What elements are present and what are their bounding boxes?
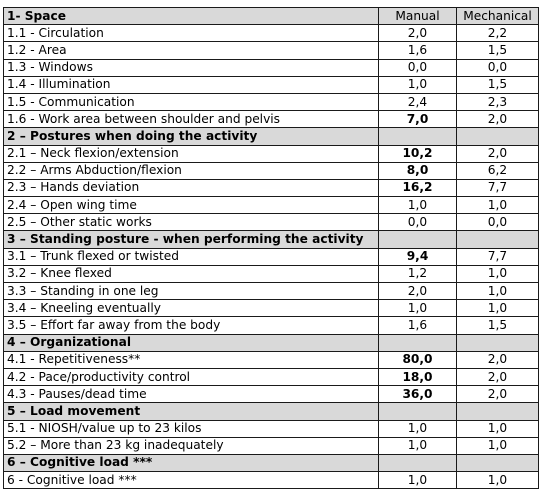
table-row <box>4 265 539 282</box>
mechanical-value: 1,0 <box>457 197 539 214</box>
mechanical-value: 7,7 <box>457 179 539 196</box>
section-header-row <box>4 454 539 471</box>
column-header-manual <box>379 403 457 420</box>
column-header-mechanical <box>457 231 539 248</box>
criterion-label: 1.5 - Communication <box>4 93 379 110</box>
criterion-label: 2.5 – Other static works <box>4 214 379 231</box>
manual-value: 0,0 <box>379 214 457 231</box>
mechanical-value: 1,5 <box>457 42 539 59</box>
mechanical-value: 2,0 <box>457 111 539 128</box>
mechanical-value: 1,0 <box>457 472 539 489</box>
section-header-row <box>4 334 539 351</box>
column-header-mechanical <box>457 128 539 145</box>
criterion-label: 5.1 - NIOSH/value up to 23 kilos <box>4 420 379 437</box>
manual-value: 80,0 <box>379 351 457 368</box>
manual-value: 18,0 <box>379 368 457 385</box>
table-row <box>4 368 539 385</box>
mechanical-value: 1,0 <box>457 420 539 437</box>
mechanical-value: 1,0 <box>457 283 539 300</box>
column-header-mechanical <box>457 454 539 471</box>
manual-value: 1,2 <box>379 265 457 282</box>
manual-value: 1,0 <box>379 420 457 437</box>
table-row <box>4 93 539 110</box>
criterion-label: 1.3 - Windows <box>4 59 379 76</box>
table-row <box>4 317 539 334</box>
table-row <box>4 25 539 42</box>
manual-value: 1,0 <box>379 300 457 317</box>
section-title: 6 – Cognitive load *** <box>4 454 379 471</box>
section-title: 4 – Organizational <box>4 334 379 351</box>
section-title: 2 – Postures when doing the activity <box>4 128 379 145</box>
mechanical-value: 6,2 <box>457 162 539 179</box>
manual-value: 8,0 <box>379 162 457 179</box>
column-header-mechanical: Mechanical <box>457 8 539 25</box>
manual-value: 7,0 <box>379 111 457 128</box>
criterion-label: 1.1 - Circulation <box>4 25 379 42</box>
column-header-manual <box>379 454 457 471</box>
table-row <box>4 76 539 93</box>
table-row <box>4 248 539 265</box>
ergonomic-table <box>3 7 539 489</box>
mechanical-value: 2,0 <box>457 368 539 385</box>
criterion-label: 1.6 - Work area between shoulder and pelvis <box>4 111 379 128</box>
criterion-label: 2.3 – Hands deviation <box>4 179 379 196</box>
criterion-label: 6 - Cognitive load *** <box>4 472 379 489</box>
criterion-label: 1.4 - Illumination <box>4 76 379 93</box>
mechanical-value: 2,2 <box>457 25 539 42</box>
table-row <box>4 59 539 76</box>
section-title: 1- Space <box>4 8 379 25</box>
mechanical-value: 0,0 <box>457 59 539 76</box>
column-header-manual <box>379 128 457 145</box>
criterion-label: 3.3 – Standing in one leg <box>4 283 379 300</box>
criterion-label: 3.2 – Knee flexed <box>4 265 379 282</box>
mechanical-value: 2,0 <box>457 145 539 162</box>
mechanical-value: 7,7 <box>457 248 539 265</box>
mechanical-value: 1,5 <box>457 76 539 93</box>
manual-value: 36,0 <box>379 386 457 403</box>
column-header-mechanical <box>457 334 539 351</box>
manual-value: 2,0 <box>379 283 457 300</box>
table-row <box>4 283 539 300</box>
mechanical-value: 0,0 <box>457 214 539 231</box>
manual-value: 9,4 <box>379 248 457 265</box>
mechanical-value: 2,0 <box>457 386 539 403</box>
manual-value: 1,0 <box>379 76 457 93</box>
criterion-label: 1.2 - Area <box>4 42 379 59</box>
table-row <box>4 437 539 454</box>
manual-value: 1,6 <box>379 42 457 59</box>
manual-value: 1,0 <box>379 437 457 454</box>
criterion-label: 4.3 - Pauses/dead time <box>4 386 379 403</box>
mechanical-value: 1,5 <box>457 317 539 334</box>
section-header-row <box>4 403 539 420</box>
criterion-label: 2.4 – Open wing time <box>4 197 379 214</box>
section-header-row <box>4 231 539 248</box>
manual-value: 10,2 <box>379 145 457 162</box>
manual-value: 0,0 <box>379 59 457 76</box>
table-row <box>4 351 539 368</box>
manual-value: 16,2 <box>379 179 457 196</box>
table-row <box>4 472 539 489</box>
column-header-manual <box>379 334 457 351</box>
table-row <box>4 162 539 179</box>
criterion-label: 2.1 – Neck flexion/extension <box>4 145 379 162</box>
manual-value: 1,6 <box>379 317 457 334</box>
mechanical-value: 1,0 <box>457 265 539 282</box>
mechanical-value: 2,3 <box>457 93 539 110</box>
mechanical-value: 1,0 <box>457 300 539 317</box>
column-header-manual <box>379 231 457 248</box>
section-title: 5 – Load movement <box>4 403 379 420</box>
manual-value: 2,0 <box>379 25 457 42</box>
section-title: 3 – Standing posture - when performing the activity <box>4 231 379 248</box>
criterion-label: 3.1 – Trunk flexed or twisted <box>4 248 379 265</box>
table-row <box>4 179 539 196</box>
criterion-label: 5.2 – More than 23 kg inadequately <box>4 437 379 454</box>
manual-value: 1,0 <box>379 472 457 489</box>
table-row <box>4 386 539 403</box>
criterion-label: 3.5 – Effort far away from the body <box>4 317 379 334</box>
table-row <box>4 145 539 162</box>
table-row <box>4 420 539 437</box>
table-row <box>4 214 539 231</box>
criterion-label: 4.2 - Pace/productivity control <box>4 368 379 385</box>
column-header-mechanical <box>457 403 539 420</box>
manual-value: 2,4 <box>379 93 457 110</box>
section-header-row <box>4 128 539 145</box>
ergonomic-table-body <box>4 8 539 489</box>
mechanical-value: 1,0 <box>457 437 539 454</box>
ergonomic-table-container <box>3 7 538 489</box>
criterion-label: 2.2 – Arms Abduction/flexion <box>4 162 379 179</box>
table-row <box>4 197 539 214</box>
manual-value: 1,0 <box>379 197 457 214</box>
column-header-manual: Manual <box>379 8 457 25</box>
section-header-row <box>4 8 539 25</box>
criterion-label: 4.1 - Repetitiveness** <box>4 351 379 368</box>
table-row <box>4 42 539 59</box>
table-row <box>4 300 539 317</box>
mechanical-value: 2,0 <box>457 351 539 368</box>
criterion-label: 3.4 – Kneeling eventually <box>4 300 379 317</box>
table-row <box>4 111 539 128</box>
